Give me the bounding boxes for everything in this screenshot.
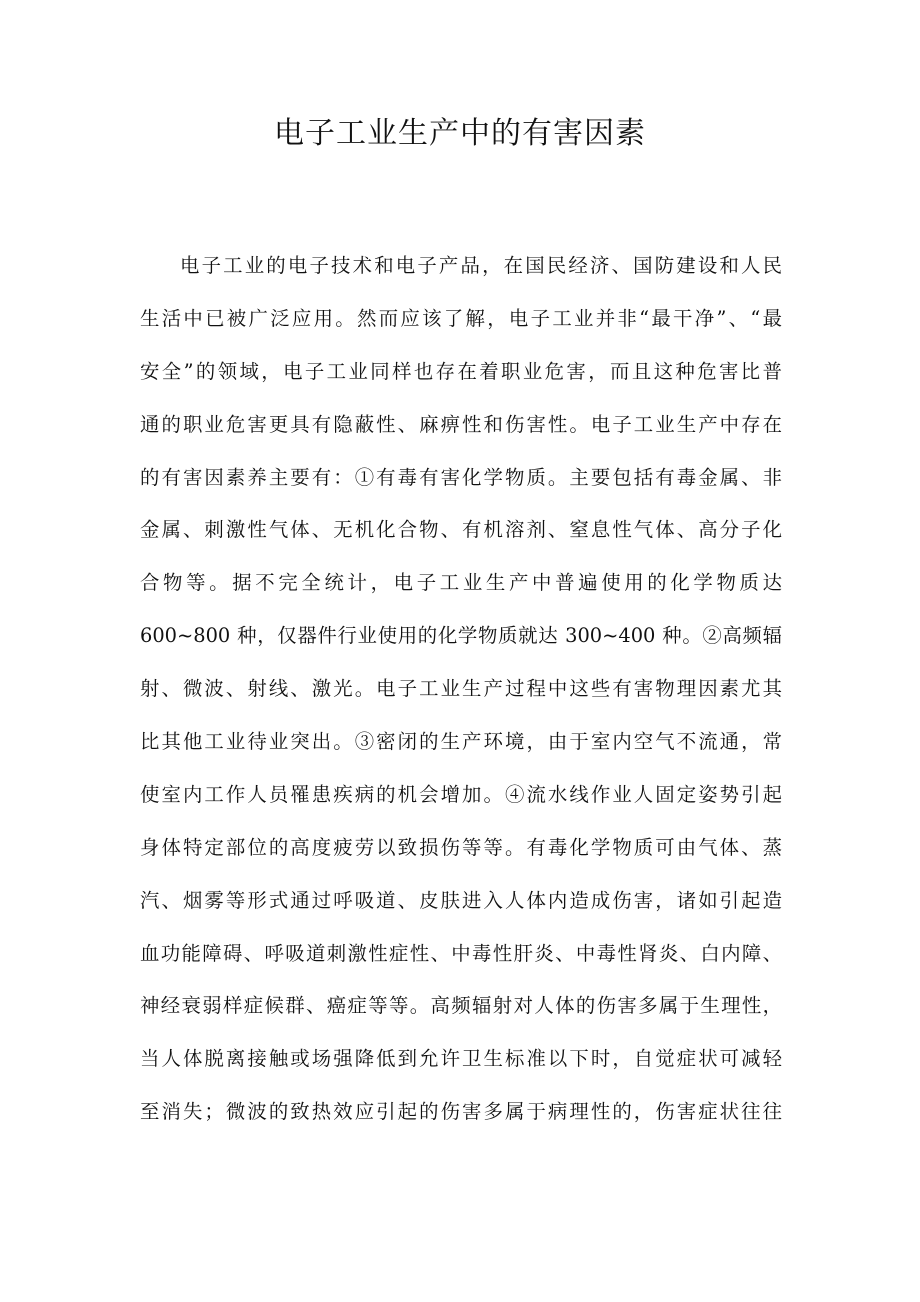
document-body: [140, 246, 782, 1145]
body-line: 血功能障碍、呼吸道刺激性症性、中毒性肝炎、中毒性肾炎、白内障、: [140, 941, 782, 965]
body-line: 的有害因素养主要有：①有毒有害化学物质。主要包括有毒金属、非: [140, 465, 782, 489]
body-line: 600~800 种，仅器件行业使用的化学物质就达 300~400 种。②高频辐: [140, 624, 782, 648]
body-line: 比其他工业待业突出。③密闭的生产环境，由于室内空气不流通，常: [140, 730, 782, 754]
body-line: 使室内工作人员罹患疾病的机会增加。④流水线作业人固定姿势引起: [140, 782, 782, 806]
body-line: 生活中已被广泛应用。然而应该了解，电子工业并非“最干净”、“最: [140, 306, 782, 330]
body-line: 当人体脱离接触或场强降低到允许卫生标准以下时，自觉症状可减轻: [140, 1047, 782, 1071]
document-title: 电子工业生产中的有害因素: [274, 116, 646, 151]
body-line: 电子工业的电子技术和电子产品，在国民经济、国防建设和人民: [180, 254, 782, 277]
body-line: 身体特定部位的高度疲劳以致损伤等等。有毒化学物质可由气体、蒸: [140, 835, 782, 859]
body-line: 合物等。据不完全统计，电子工业生产中普遍使用的化学物质达: [140, 571, 782, 595]
body-line: 射、微波、射线、激光。电子工业生产过程中这些有害物理因素尤其: [140, 677, 782, 701]
body-line: 金属、刺激性气体、无机化合物、有机溶剂、窒息性气体、高分子化: [140, 518, 782, 542]
body-line: 通的职业危害更具有隐蔽性、麻痹性和伤害性。电子工业生产中存在: [140, 412, 782, 436]
body-line: 神经衰弱样症候群、癌症等等。高频辐射对人体的伤害多属于生理性，: [140, 994, 782, 1018]
body-line: 安全”的领域，电子工业同样也存在着职业危害，而且这种危害比普: [140, 359, 782, 383]
body-line: 至消失；微波的致热效应引起的伤害多属于病理性的，伤害症状往往: [140, 1100, 782, 1124]
body-line: 汽、烟雾等形式通过呼吸道、皮肤进入人体内造成伤害，诸如引起造: [140, 888, 782, 912]
